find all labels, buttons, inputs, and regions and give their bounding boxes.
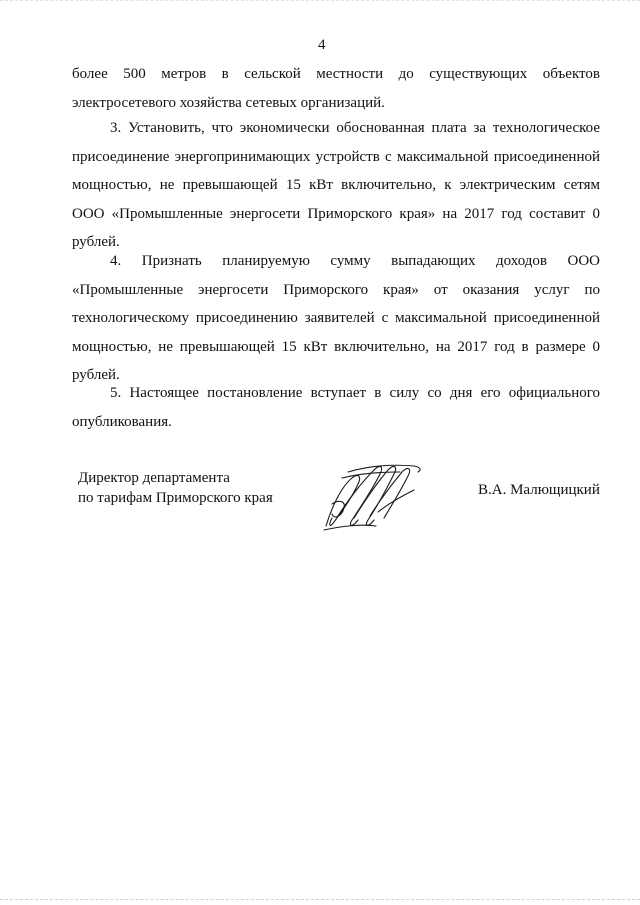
paragraph-item-3: 3. Установить, что экономически обоснованная плата за технологическое присоединение энергопринимающих устройств с максимальной присоединенной мощностью, не превышающей 15 кВт включительно, к электрическим сетям ООО «Промышленные энергосети Приморского края» на 2017 год составит 0 рублей. (72, 120, 600, 250)
scan-edge-bottom (0, 899, 640, 901)
page-number: 4 (318, 37, 326, 53)
scan-edge-top (0, 0, 640, 4)
handwritten-signature-icon (318, 456, 428, 534)
signatory-position-line-1: Директор департамента (78, 470, 230, 486)
signer-name: В.А. Малющицкий (478, 482, 600, 498)
signatory-position-line-2: по тарифам Приморского края (78, 490, 273, 506)
signatory-position (78, 468, 308, 508)
paragraph-item-5: 5. Настоящее постановление вступает в силу со дня его официального опубликования. (72, 385, 600, 430)
paragraph-item-4: 4. Признать планируемую сумму выпадающих доходов ООО «Промышленные энергосети Приморского края» от оказания услуг по технологическому присоединению заявителей с максимальной присоединенной мощностью, не превышающей 15 кВт включительно, на 2017 год в размере 0 рублей. (72, 253, 600, 383)
paragraph-continuation: более 500 метров в сельской местности до существующих объектов электросетевого хозяйства сетевых организаций. (72, 66, 600, 111)
